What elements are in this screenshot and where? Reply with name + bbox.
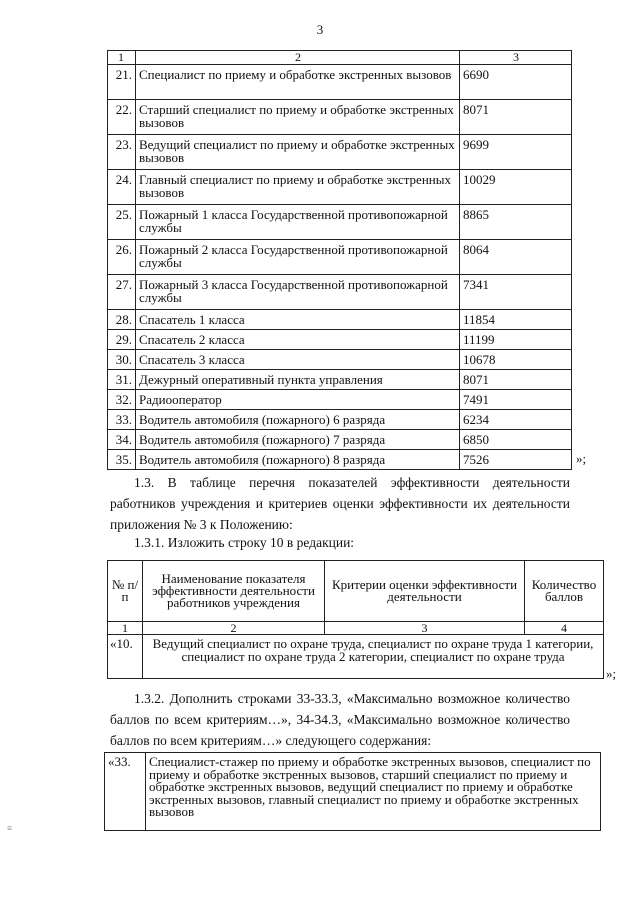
salary-value: 7491 xyxy=(460,390,572,410)
row-number: 32. xyxy=(108,390,136,410)
table-row xyxy=(108,370,572,390)
table-row xyxy=(108,450,572,470)
position-name: Спасатель 1 класса xyxy=(136,310,460,330)
header-col-2: 2 xyxy=(136,51,460,65)
position-name: Спасатель 2 класса xyxy=(136,330,460,350)
additional-rows-table xyxy=(104,752,601,831)
row-number: 30. xyxy=(108,350,136,370)
salary-value: 7526 xyxy=(460,450,572,470)
position-name: Водитель автомобиля (пожарного) 7 разряда xyxy=(136,430,460,450)
position-name: Пожарный 3 класса Государственной противопожарной службы xyxy=(136,275,460,310)
table-row xyxy=(105,753,601,831)
salary-value: 10678 xyxy=(460,350,572,370)
row-number: 35. xyxy=(108,450,136,470)
paragraph-1-3-text: 1.3. В таблице перечня показателей эффективности деятельности работников учреждения и критериев оценки эффективности их деятельности приложения № 3 к Положению: xyxy=(110,475,570,532)
table-row xyxy=(108,310,572,330)
col-number-2: 2 xyxy=(143,622,325,635)
position-name: Дежурный оперативный пункта управления xyxy=(136,370,460,390)
position-name: Водитель автомобиля (пожарного) 6 разряда xyxy=(136,410,460,430)
table-row xyxy=(108,410,572,430)
position-name: Пожарный 2 класса Государственной противопожарной службы xyxy=(136,240,460,275)
row-33-text: Специалист-стажер по приему и обработке экстренных вызовов, специалист по приему и обработке экстренных вызовов, старший специалист по приему и обработке экстренных вызовов, ведущий специалист по приему и обработке экстренных вызовов, главный специалист по приему и обработке экстренных вызовов xyxy=(146,753,601,831)
position-name: Старший специалист по приему и обработке экстренных вызовов xyxy=(136,100,460,135)
salary-value: 9699 xyxy=(460,135,572,170)
table-row xyxy=(108,390,572,410)
criteria-table xyxy=(107,560,604,679)
salary-value: 11199 xyxy=(460,330,572,350)
position-name: Главный специалист по приему и обработке экстренных вызовов xyxy=(136,170,460,205)
table-row xyxy=(108,65,572,100)
table-row xyxy=(108,205,572,240)
paragraph-1-3 xyxy=(110,472,570,535)
position-name: Водитель автомобиля (пожарного) 8 разряда xyxy=(136,450,460,470)
criteria-number-row xyxy=(108,622,604,635)
salary-value: 8865 xyxy=(460,205,572,240)
table-row xyxy=(108,350,572,370)
salary-value: 6850 xyxy=(460,430,572,450)
row-number: 29. xyxy=(108,330,136,350)
header-col-1: 1 xyxy=(108,51,136,65)
criteria-header-row xyxy=(108,561,604,622)
col-number-1: 1 xyxy=(108,622,143,635)
position-name: Радиооператор xyxy=(136,390,460,410)
row-number: 26. xyxy=(108,240,136,275)
position-name: Спасатель 3 класса xyxy=(136,350,460,370)
header-criteria: Критерии оценки эффективности деятельности xyxy=(325,561,525,622)
salary-value: 7341 xyxy=(460,275,572,310)
header-points: Количество баллов xyxy=(525,561,604,622)
table-row xyxy=(108,275,572,310)
table-row xyxy=(108,330,572,350)
page-number: 3 xyxy=(316,22,324,37)
col-number-3: 3 xyxy=(325,622,525,635)
row-number: 34. xyxy=(108,430,136,450)
table-row xyxy=(108,430,572,450)
row-number: 31. xyxy=(108,370,136,390)
paragraph-1-3-2 xyxy=(110,688,570,751)
position-name: Ведущий специалист по приему и обработке экстренных вызовов xyxy=(136,135,460,170)
table-header-row xyxy=(108,51,572,65)
row-number: 21. xyxy=(108,65,136,100)
positions-salary-table-body xyxy=(108,51,572,470)
row-number: 22. xyxy=(108,100,136,135)
positions-salary-table xyxy=(107,50,572,470)
position-name: Пожарный 1 класса Государственной противопожарной службы xyxy=(136,205,460,240)
margin-mark: ≡ xyxy=(7,823,13,833)
row-number: 25. xyxy=(108,205,136,240)
salary-value: 6234 xyxy=(460,410,572,430)
table-row xyxy=(108,100,572,135)
table-row xyxy=(108,635,604,679)
salary-value: 8071 xyxy=(460,370,572,390)
table-row xyxy=(108,170,572,205)
header-indicator-name: Наименование показателя эффективности деятельности работников учреждения xyxy=(143,561,325,622)
table2-closing-quote: »; xyxy=(606,666,617,681)
position-name: Специалист по приему и обработке экстренных вызовов xyxy=(136,65,460,100)
row-number: 23. xyxy=(108,135,136,170)
row-number: 28. xyxy=(108,310,136,330)
salary-value: 11854 xyxy=(460,310,572,330)
salary-value: 8071 xyxy=(460,100,572,135)
paragraph-1-3-2-text: 1.3.2. Дополнить строками 33-33.3, «Максимально возможное количество баллов по всем критериям…», 34-34.3, «Максимально возможное количество баллов по всем критериям…» следующего содержания: xyxy=(110,691,570,748)
col-number-4: 4 xyxy=(525,622,604,635)
salary-value: 6690 xyxy=(460,65,572,100)
paragraph-1-3-1: 1.3.1. Изложить строку 10 в редакции: xyxy=(134,535,355,550)
table-row xyxy=(108,135,572,170)
row-10-text: Ведущий специалист по охране труда, специалист по охране труда 1 категории, специалист по охране труда 2 категории, специалист по охране труда xyxy=(143,635,604,679)
row-number: 24. xyxy=(108,170,136,205)
header-col-3: 3 xyxy=(460,51,572,65)
row-10-number: «10. xyxy=(108,635,143,679)
header-num: № п/п xyxy=(108,561,143,622)
table-row xyxy=(108,240,572,275)
row-number: 33. xyxy=(108,410,136,430)
salary-value: 8064 xyxy=(460,240,572,275)
salary-value: 10029 xyxy=(460,170,572,205)
row-33-number: «33. xyxy=(105,753,146,831)
table1-closing-quote: »; xyxy=(576,451,587,466)
row-number: 27. xyxy=(108,275,136,310)
